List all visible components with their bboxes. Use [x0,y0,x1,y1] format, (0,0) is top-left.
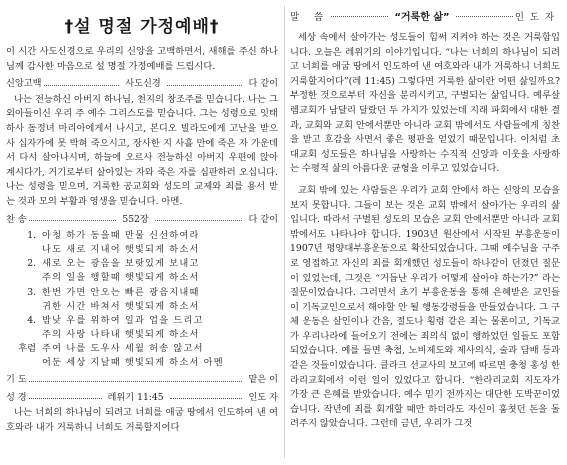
scripture-label: 성 경 [6,391,27,403]
creed-name: 사도신경 [125,78,161,90]
worship-order-column [6,6,278,461]
refrain-line: 어둔 세상 지날때 햇빛되게 하소서 아멘 [42,356,224,368]
prayer-row [6,373,278,388]
leader-dots [29,220,117,221]
hymn-number: 552장 [122,213,149,225]
verse-line: 새로 오는 광음을 보랏있게 보내고 [42,258,200,270]
verse-line: 귀한 시간 바쳐서 햇빛되게 하소서 [42,300,200,312]
prayer-leader: 맡은 이 [248,374,278,386]
verse-line: 주의 일을 행할때 햇빛되게 하소서 [42,272,200,284]
verse-line: 아청 하가 동을때 만물 신선하여라 [42,230,200,242]
verse-line: 밤낮 우를 위하여 일과 업을 드리고 [42,314,204,326]
leader-dots [170,398,243,399]
hymn-label: 찬 송 [6,213,27,225]
creed-row [6,77,278,92]
verse-number: 4. [27,314,36,326]
sermon-preacher: 인도자 [514,11,560,23]
verse-line: 한번 가면 안오는 빠른 광음지내때 [42,286,200,298]
column-divider [284,6,285,458]
leader-dots [167,85,243,86]
hymn-verse [6,286,278,314]
leader-dots [29,398,102,399]
creed-participants: 다 같이 [248,78,278,90]
prayer-label: 기 도 [6,374,27,386]
sermon-column [290,6,560,461]
verse-line: 주의 사랑 나타내 햇빛되게 하소서 [42,328,200,340]
refrain-line: 주여 나를 도우사 세월 허송 않고서 [42,342,204,354]
hymn-lyrics [6,229,278,370]
hymn-refrain [6,342,278,370]
hymn-verse [6,229,278,257]
scripture-reference: 레위기 11:45 [107,391,164,403]
sermon-header [290,8,560,23]
leader-dots [331,16,388,17]
refrain-label: 후렴 [18,342,36,354]
intro-text: 이 시간 사도신경으로 우리의 신앙을 고백하면서, 새해를 주신 하나님께 감사한 마음으로 설 명절 가정예배를 드립시다. [6,46,278,72]
leader-dots [456,16,513,17]
page-title: †설 명절 가정예배† [64,17,220,37]
scripture-text: 나는 너희의 하나님이 되려고 너희를 애굽 땅에서 인도하여 낸 여호와라 내가 거룩하니 너희도 거룩할지어다 [6,407,278,433]
scripture-row [6,391,278,406]
verse-number: 2. [27,258,36,270]
verse-number: 3. [27,286,36,298]
leader-dots [29,381,243,382]
creed-text: 나는 전능하신 아버지 하나님, 천지의 창조주를 믿습니다. 나는 그 외아들이신 우리 주 예수 그리스도를 믿습니다. 그는 성령으로 잇태하사 동정녀 마리아에게서 나시고, 본디오 빌라도에게 고난을 받으사 십자가에 못 박혀 죽으시고, 장사한 지 사흘 만에 죽은 자 가운데서 다시 살아나시며, 하늘에 오르사 전능하신 아버지 우편에 앉아 계시다가, 거기로부터 살아있는 자와 죽은 자를 심판하러 오십니다. 나는 성령을 믿으며, 거룩한 공교회와 성도의 교제와 죄를 용서 받는 것과 모의 부활과 영생을 믿습니다. 아멘. [6,93,278,207]
sermon-label: 말 씀 [290,11,330,23]
hymn-row [6,213,278,228]
verse-number: 1. [27,230,36,242]
hymn-verse [6,314,278,342]
verse-line: 나도 새로 지내어 햇빛되게 하소서 [42,244,200,256]
hymn-verse [6,257,278,285]
leader-dots [155,220,243,221]
sermon-paragraph: 교회 밖에 있는 사람들은 우리가 교회 안에서 하는 신앙의 모습을 보지 못합니다. 그들이 보는 것은 교회 밖에서 살아가는 우리의 삶입니다. 따라서 구별된 성도의 모습은 교회 안에서뿐만 아니라 교회 밖에서도 나타나야 합니다. 1903년 원산에서 시작된 부흥운동이 1907년 평양대부흥운동으로 확산되었습니다. 그때 예수님을 구주로 영접하고 자신의 죄를 회개했던 성도들이 하나같이 던졌던 질문이 있었는데, 그것은 “거듭난 우리가 어떻게 살아야 하는가?” 라는 질문이었습니다. 그러면서 초기 부흥운동을 통해 은혜받은 교인들이 기독교인으로서 해야할 안 될 행동강령들을 만들었습니다. 그 구체 운동은 살인이나 간음, 절도나 횡령 같은 죄는 물론이고, 기독교가 우리나라에 들어오기 전에는 죄의식 없이 행하었던 일들도 포함되었습니다. 예를 들면 축첩, 노비제도와 제사의식, 술과 담배 등과 같은 것들이었습니다. 클라크 선교사의 보고에 따르면 충청 홍성 한라리교회에서 이런 일이 있었다고 합니다. “한라리교회 지도자가 가장 큰 은혜를 받았습니다. 예수 믿기 전까지는 대단한 도박꾼이었습니다. 작년에 죄를 회개할 때만 하더라도 자신이 훔쳣던 돈을 돌려주지 않았습니다. 그런데 금년, 우리가 그것 [290,184,560,430]
leader-dots [44,85,120,86]
hymn-participants: 다 같이 [248,213,278,225]
scripture-reader: 인도 자 [248,391,278,403]
sermon-paragraph: 세상 속에서 살아가는 성도들이 힘써 지켜야 하는 것은 거룩함입니다. 오늘은 레위기의 이야기입니다. “나는 너희의 하나님이 되려고 너희를 애굽 땅에서 인도하여 낸 여호와라 내가 거룩하니 너희도 거룩할지어다”(레 11:45) 그렇다면 거룩한 삶이란 어떤 삶일까요? 부정한 것으로부터 자신을 분리시키고, 구별되는 삶입니다. 예루살렘교회가 남달리 달랐던 두 가지가 있었는데 지래 파회에서 대한 결과, 교회와 교회 안에서뿐만 아니라 교회 밖에서도 사람들에게 칭찬을 받고 호감을 사면서 좋은 평판을 얻었기 때문입니다. 이처럼 초대교회 성도들은 하나님을 사랑하는 수직적 신앙과 이웃을 사랑하는 수평적 삶의 아름다운 균형을 이루고 있었습니다. [290,32,560,175]
creed-label: 신앙고백 [6,78,42,90]
sermon-title: “거룩한 삶” [394,12,450,23]
